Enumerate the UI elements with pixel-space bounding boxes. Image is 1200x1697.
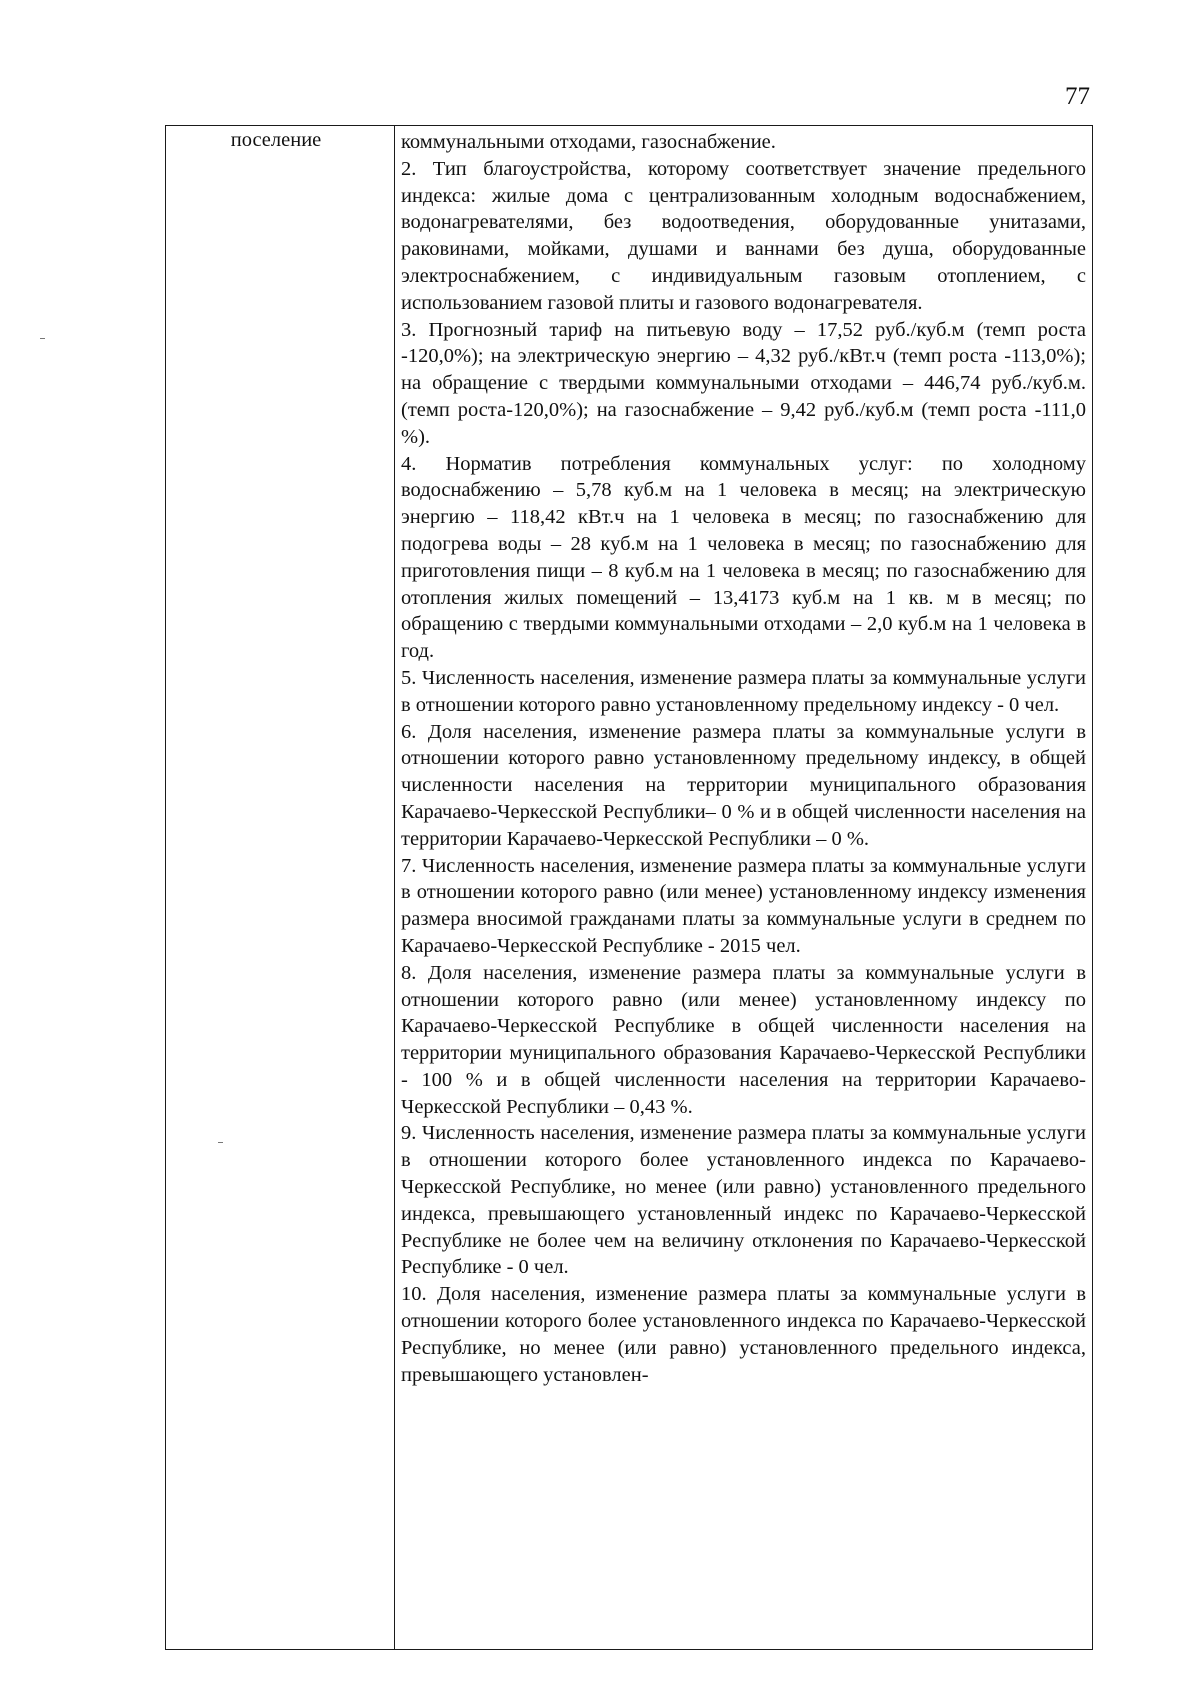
document-table (165, 125, 1093, 1650)
paragraph-9-population-above: 9. Численность населения, изменение размера платы за коммунальные услуги в отношении которого более установленного индекса по Карачаево-Черкесской Республике, но менее (или равно) установленного предельного индекса, превышающего установленный индекс по Карачаево-Черкесской Республике не более чем на величину отклонения по Карачаево-Черкесской Республике - 0 чел. (401, 1122, 1086, 1279)
paragraph-2-improvement-type: 2. Тип благоустройства, которому соответствует значение предельного индекса: жилые дома с централизованным холодным водоснабжением, водонагревателями, без водоотведения, оборудованные унитазами, раковинами, мойками, душами и ваннами без душа, оборудованные электроснабжением, с индивидуальным газовым отоплением, с использованием газовой плиты и газового водонагревателя. (401, 157, 1086, 314)
right-column (395, 126, 1092, 1649)
paragraph-continuation: коммунальными отходами, газоснабжение. (401, 131, 776, 153)
paragraph-5-population-equal: 5. Численность населения, изменение размера платы за коммунальные услуги в отношении которого равно установленному предельному индексу - 0 чел. (401, 666, 1086, 716)
paragraph-3-forecast-tariffs: 3. Прогнозный тариф на питьевую воду – 17,52 руб./куб.м (темп роста -120,0%); на электрическую энергию – 4,32 руб./кВт.ч (темп роста -113,0%); на обращение с твердыми коммунальными отходами – 446,74 руб./куб.м. (темп роста-120,0%); на газоснабжение – 9,42 руб./куб.м (темп роста -111,0 %). (401, 318, 1086, 448)
scan-mark (40, 338, 45, 339)
paragraph-6-share-equal: 6. Доля населения, изменение размера платы за коммунальные услуги в отношении которого равно установленному предельному индексу, в общей численности населения на территории муниципального образования Карачаево-Черкесской Республики– 0 % и в общей численности населения на территории Карачаево-Черкесской Республики – 0 %. (401, 720, 1086, 850)
paragraph-8-share-average: 8. Доля населения, изменение размера платы за коммунальные услуги в отношении которого равно (или менее) установленному индексу по Карачаево-Черкесской Республике в общей численности населения на территории муниципального образования Карачаево-Черкесской Республики - 100 % и в общей численности населения на территории Карачаево-Черкесской Республики – 0,43 %. (401, 961, 1086, 1118)
paragraph-7-population-average: 7. Численность населения, изменение размера платы за коммунальные услуги в отношении которого равно (или менее) установленному индексу изменения размера вносимой гражданами платы за коммунальные услуги в среднем по Карачаево-Черкесской Республике - 2015 чел. (401, 854, 1086, 957)
paragraph-4-consumption-norms: 4. Норматив потребления коммунальных услуг: по холодному водоснабжению – 5,78 куб.м на 1 человека в месяц; на электрическую энергию – 118,42 кВт.ч на 1 человека в месяц; по газоснабжению для подогрева воды – 28 куб.м на 1 человека в месяц; по газоснабжению для приготовления пищи – 8 куб.м на 1 человека в месяц; по газоснабжению для отопления жилых помещений – 13,4173 куб.м на 1 кв. м в месяц; по обращению с твердыми коммунальными отходами – 2,0 куб.м на 1 человека в год. (401, 452, 1086, 663)
settlement-label: поселение (230, 129, 322, 151)
page-number: 77 (1065, 83, 1090, 110)
paragraph-10-share-above: 10. Доля населения, изменение размера платы за коммунальные услуги в отношении которого более установленного индекса по Карачаево-Черкесской Республике, но менее (или равно) установленного предельного индекса, превышающего установлен- (401, 1283, 1086, 1386)
left-column (166, 126, 395, 1649)
